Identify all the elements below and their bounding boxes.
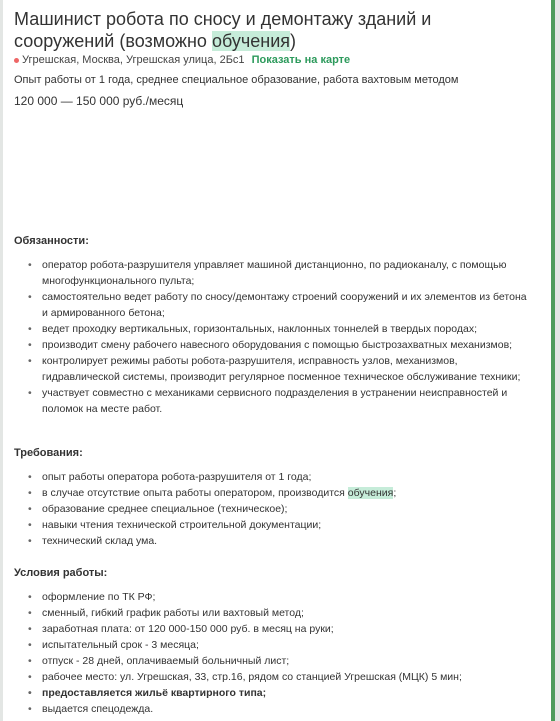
item-highlight: обучения xyxy=(347,487,394,499)
vacancy-card xyxy=(3,0,555,721)
list-item: • сменный, гибкий график работы или вахтовый метод; xyxy=(42,605,534,621)
list-item: • образование среднее специальное (техническое); xyxy=(42,501,534,517)
list-item: • отпуск - 28 дней, оплачиваемый больничный лист; xyxy=(42,653,534,669)
list-item: • предоставляется жильё квартирного типа; xyxy=(42,685,534,701)
requirements-section xyxy=(14,445,534,549)
title-text: Машинист робота по сносу и демонтажу зданий и сооружений (возможно xyxy=(14,9,432,51)
address-text: Угрешская, Москва, Угрешская улица, 2Бс1 xyxy=(22,54,245,66)
list-item: • опыт работы оператора робота-разрушителя от 1 года; xyxy=(42,469,534,485)
list-item: • ведет проходку вертикальных, горизонтальных, наклонных тоннелей в твердых породах; xyxy=(42,321,534,337)
list-item: • участвует совместно с механиками сервисного подразделения в устранении неисправностей и поломок на месте работ. xyxy=(42,385,534,417)
list-item: • технический склад ума. xyxy=(42,533,534,549)
duties-section xyxy=(14,233,534,417)
list-item: • навыки чтения технической строительной документации; xyxy=(42,517,534,533)
item-text-end: ; xyxy=(393,487,397,499)
address xyxy=(14,54,350,66)
requirements-heading: Требования: xyxy=(14,447,83,459)
metro-dot-icon xyxy=(14,58,19,63)
item-text: в случае отсутствие опыта работы оператором, производится xyxy=(42,487,348,499)
show-map-link[interactable]: Показать на карте xyxy=(251,54,351,66)
list-item: • испытательный срок - 3 месяца; xyxy=(42,637,534,653)
salary: 120 000 — 150 000 руб./месяц xyxy=(14,94,184,108)
title-highlight: обучения xyxy=(211,31,290,51)
experience: Опыт работы от 1 года, среднее специальное образование, работа вахтовым методом xyxy=(14,74,459,86)
list-item: • производит смену рабочего навесного оборудования с помощью быстрозахватных механизмов; xyxy=(42,337,534,353)
vacancy-title[interactable] xyxy=(14,8,534,52)
list-item: • контролирует режимы работы робота-разрушителя, исправность узлов, механизмов, гидравлической системы, производит регулярное посменное техническое обслуживание техники; xyxy=(42,353,534,385)
list-item: • заработная плата: от 120 000-150 000 руб. в месяц на руки; xyxy=(42,621,534,637)
title-text-end: ) xyxy=(290,31,296,51)
conditions-section xyxy=(14,565,534,717)
list-item: • рабочее место: ул. Угрешская, 33, стр.16, рядом со станцией Угрешская (МЦК) 5 мин; xyxy=(42,669,534,685)
list-item: • оформление по ТК РФ; xyxy=(42,589,534,605)
list-item: • выдается спецодежда. xyxy=(42,701,534,717)
list-item: • оператор робота-разрушителя управляет машиной дистанционно, по радиоканалу, с помощью многофункционального пульта; xyxy=(42,257,534,289)
list-item xyxy=(42,485,534,501)
list-item: • самостоятельно ведет работу по сносу/демонтажу строений сооружений и их элементов из бетона и армированного бетона; xyxy=(42,289,534,321)
conditions-heading: Условия работы: xyxy=(14,567,108,579)
duties-heading: Обязанности: xyxy=(14,235,89,247)
